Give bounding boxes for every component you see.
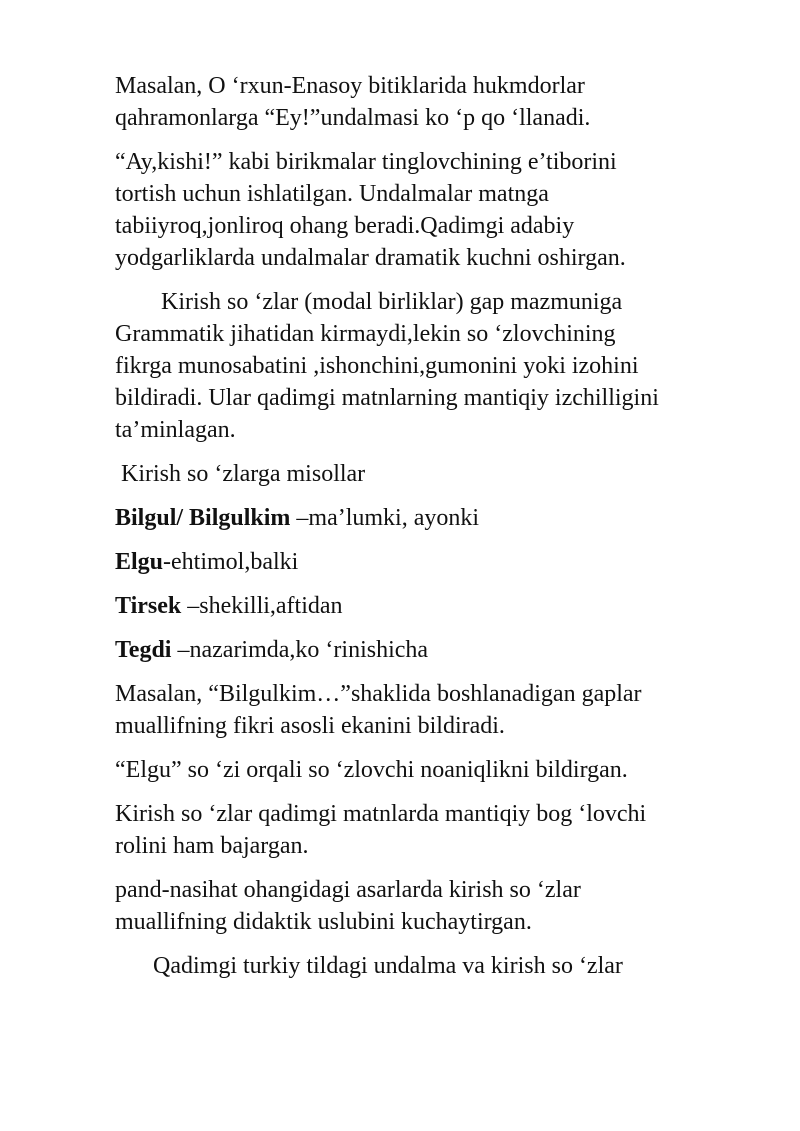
text-line: fikrga munosabatini ,ishonchini,gumonini yoki izohini <box>115 353 639 379</box>
term-entry <box>115 546 735 578</box>
paragraph-final-heading <box>115 950 735 982</box>
term-entry <box>115 634 735 666</box>
text-line: “Elgu” so ‘zi orqali so ‘zlovchi noaniqlikni bildirgan. <box>115 757 628 783</box>
term-word: Elgu <box>115 549 164 575</box>
text-line: bildiradi. Ular qadimgi matnlarning mantiqiy izchilligini <box>115 385 659 411</box>
term-entry <box>115 502 735 534</box>
term-meaning: –ma’lumki, ayonki <box>290 505 480 531</box>
text-line: qahramonlarga “Ey!”undalmasi ko ‘p qo ‘llanadi. <box>115 105 591 131</box>
paragraph-orkhon-example <box>115 70 735 134</box>
document-body <box>115 70 735 994</box>
text-line: tabiiyroq,jonliroq ohang beradi.Qadimgi adabiy <box>115 213 575 239</box>
paragraph-didactic-style <box>115 874 735 938</box>
text-line: Kirish so ‘zlarga misollar <box>121 461 366 487</box>
text-line: rolini ham bajargan. <box>115 833 309 859</box>
paragraph-ay-kishi <box>115 146 735 274</box>
paragraph-elgu-example <box>115 754 735 786</box>
paragraph-connector-role <box>115 798 735 862</box>
text-line: Grammatik jihatidan kirmaydi,lekin so ‘zlovchining <box>115 321 616 347</box>
text-line: muallifning didaktik uslubini kuchaytirgan. <box>115 909 532 935</box>
term-word: Tirsek <box>115 593 182 619</box>
text-line: muallifning fikri asosli ekanini bildiradi. <box>115 713 505 739</box>
term-meaning: –nazarimda,ko ‘rinishicha <box>171 637 429 663</box>
text-line: pand-nasihat ohangidagi asarlarda kirish so ‘zlar <box>115 877 581 903</box>
text-line: “Ay,kishi!” kabi birikmalar tinglovchining e’tiborini <box>115 149 617 175</box>
examples-heading <box>115 458 735 490</box>
text-line: Kirish so ‘zlar qadimgi matnlarda mantiqiy bog ‘lovchi <box>115 801 647 827</box>
term-meaning: –shekilli,aftidan <box>181 593 343 619</box>
term-meaning: -ehtimol,balki <box>163 549 299 575</box>
text-line: ta’minlagan. <box>115 417 236 443</box>
paragraph-modal-words <box>115 286 735 446</box>
text-line: Kirish so ‘zlar (modal birliklar) gap mazmuniga <box>161 289 623 315</box>
text-line: Qadimgi turkiy tildagi undalma va kirish so ‘zlar <box>153 953 623 979</box>
text-line: Masalan, O ‘rxun-Enasoy bitiklarida hukmdorlar <box>115 73 585 99</box>
text-line: tortish uchun ishlatilgan. Undalmalar matnga <box>115 181 549 207</box>
text-line: yodgarliklarda undalmalar dramatik kuchni oshirgan. <box>115 245 626 271</box>
term-entry <box>115 590 735 622</box>
term-word: Tegdi <box>115 637 172 663</box>
text-line: Masalan, “Bilgulkim…”shaklida boshlanadigan gaplar <box>115 681 642 707</box>
term-word: Bilgul/ Bilgulkim <box>115 505 291 531</box>
paragraph-bilgulkim-example <box>115 678 735 742</box>
